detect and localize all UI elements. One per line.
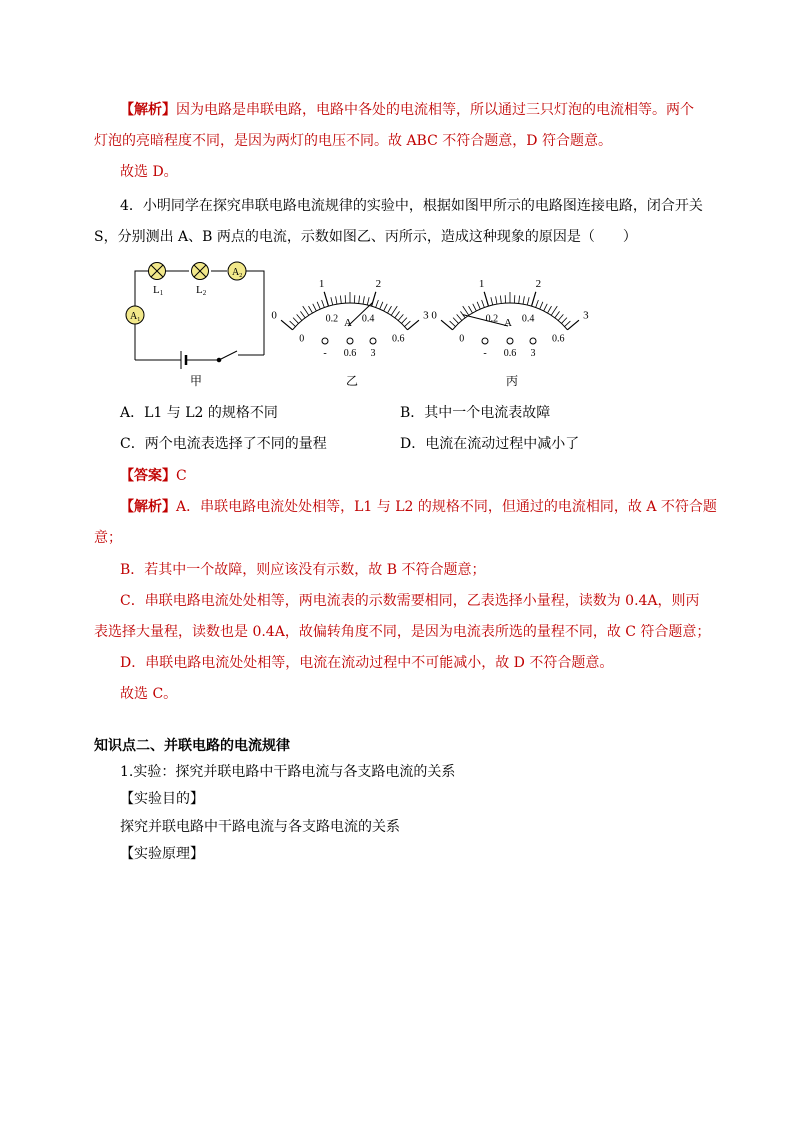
dial-tick xyxy=(376,300,379,308)
analysis2-b: B．若其中一个故障，则应该没有示数，故 B 不符合题意； xyxy=(120,562,486,578)
dial-tick xyxy=(313,304,317,311)
circuit-caption: 甲 xyxy=(190,374,203,388)
dial-tick xyxy=(322,300,325,308)
analysis2-d: D．串联电路电流处处相等，电流在流动过程中不可能减小，故 D 不符合题意。 xyxy=(120,655,614,671)
terminal-post xyxy=(322,338,328,344)
dial-tick xyxy=(281,320,292,330)
dial-tick xyxy=(473,304,477,311)
dial-tick xyxy=(363,296,364,304)
lower-tick-label: 0.6 xyxy=(392,333,405,345)
analysis2-a-text: A．串联电路电流处处相等，L1 与 L2 的规格不同，但通过的电流相同，故 A 不符合题 xyxy=(176,499,717,515)
upper-tick-label: 3 xyxy=(423,309,429,322)
dial-tick xyxy=(398,314,403,320)
dial-tick xyxy=(457,314,462,320)
analysis-text: 因为电路是串联电路，电路中各处的电流相等，所以通过三只灯泡的电流相等。两个 xyxy=(176,102,694,118)
dial-tick xyxy=(565,321,571,326)
lower-tick-label: 0 xyxy=(299,333,305,345)
ammeter-a1-label: $A_1$ xyxy=(130,311,141,323)
dial-unit: A xyxy=(344,317,352,329)
dial-tick xyxy=(551,306,557,315)
dial-tick xyxy=(331,297,333,305)
lower-tick-label: 0 xyxy=(459,333,465,345)
lower-tick-label: 0.2 xyxy=(485,313,499,325)
analysis2-a-line-2: 意； xyxy=(94,530,122,546)
dial-tick xyxy=(561,318,566,324)
option-c[interactable]: C．两个电流表选择了不同的量程 xyxy=(120,436,327,452)
terminal-label: 0.6 xyxy=(503,348,517,359)
dial-unit: A xyxy=(504,317,512,329)
principle-tag: 【实验原理】 xyxy=(120,846,204,862)
dial-tick xyxy=(309,306,313,313)
terminal-label: 0.6 xyxy=(343,348,357,359)
dial-tick xyxy=(567,320,578,330)
dial-tick xyxy=(536,300,539,308)
analysis2-c-line-2: 表选择大量程，读数也是 0.4A，故偏转角度不同，是因为电流表所选的量程不同，故 C 符合题意； xyxy=(94,624,711,640)
dial-tick xyxy=(407,320,418,330)
dial-tick xyxy=(453,318,458,324)
terminal-label: 3 xyxy=(530,348,536,359)
lower-tick-label: 0.2 xyxy=(325,313,339,325)
dial-tick xyxy=(482,300,485,308)
dial-tick xyxy=(405,321,411,326)
terminal-label: - xyxy=(323,348,327,359)
dial-tick xyxy=(491,297,493,305)
experiment-item: 1.实验：探究并联电路中干路电流与各支路电流的关系 xyxy=(120,764,456,780)
terminal-post xyxy=(530,338,536,344)
dial-tick xyxy=(496,296,497,304)
dial-caption: 丙 xyxy=(505,374,519,388)
terminal-label: - xyxy=(483,348,487,359)
dial-tick xyxy=(540,302,543,309)
option-d[interactable]: D．电流在流动过程中减小了 xyxy=(400,436,580,452)
dial-caption: 乙 xyxy=(345,374,359,388)
option-b[interactable]: B．其中一个电流表故障 xyxy=(400,405,551,421)
upper-tick-label: 3 xyxy=(583,309,589,322)
question-4-line-1: 4．小明同学在探究串联电路电流规律的实验中，根据如图甲所示的电路图连接电路，闭合开关 xyxy=(120,198,703,214)
upper-tick-label: 1 xyxy=(478,278,485,291)
dial-tick xyxy=(388,306,392,313)
analysis2-c-line-1: C．串联电路电流处处相等，两电流表的示数需要相同，乙表选择小量程，读数为 0.4A，则丙 xyxy=(120,593,700,609)
dial-tick xyxy=(532,292,536,306)
dial-tick xyxy=(523,296,524,304)
dial-tick xyxy=(384,304,388,311)
analysis2-a-line-1 xyxy=(120,497,717,517)
lower-tick-label: 0.6 xyxy=(552,333,565,345)
ammeter-dial-bing xyxy=(431,278,589,388)
dial-tick xyxy=(297,314,302,320)
upper-tick-label: 1 xyxy=(318,278,325,291)
upper-tick-label: 2 xyxy=(375,278,382,291)
ammeter-a2-label: $A_2$ xyxy=(232,267,243,279)
answer-tag: 【答案】 xyxy=(120,468,176,484)
dial-tick xyxy=(544,304,548,311)
dial-tick xyxy=(317,302,320,309)
dial-tick xyxy=(558,314,563,320)
terminal-post xyxy=(347,338,353,344)
dial-tick xyxy=(359,296,360,304)
analysis-tag: 【解析】 xyxy=(120,102,176,118)
ammeter-dial-yi xyxy=(271,278,429,388)
lower-tick-label: 0.4 xyxy=(361,313,375,325)
dial-tick xyxy=(527,297,529,305)
dial-tick xyxy=(336,296,337,304)
dial-tick xyxy=(548,306,552,313)
answer-line xyxy=(120,466,187,486)
analysis-line-2: 灯泡的亮暗程度不同，是因为两灯的电压不同。故 ABC 不符合题意，D 符合题意。 xyxy=(94,133,612,149)
answer-value: C xyxy=(176,468,187,484)
dial-tick xyxy=(391,306,397,315)
dial-tick xyxy=(441,320,452,330)
section-heading: 知识点二、并联电路的电流规律 xyxy=(94,738,290,754)
dial-tick xyxy=(324,292,328,306)
choice-line-2: 故选 C。 xyxy=(120,686,178,702)
lamp-l1 xyxy=(149,263,166,280)
question-4-line-2: S，分别测出 A、B 两点的电流，示数如图乙、丙所示，造成这种现象的原因是（ ） xyxy=(94,229,637,245)
dial-tick xyxy=(300,311,305,317)
dial-tick xyxy=(293,318,298,324)
terminal-post xyxy=(507,338,513,344)
option-a[interactable]: A．L1 与 L2 的规格不同 xyxy=(120,405,278,421)
dial-tick xyxy=(477,302,480,309)
dial-tick xyxy=(395,311,400,317)
purpose-tag: 【实验目的】 xyxy=(120,791,204,807)
dial-tick xyxy=(469,306,473,313)
dial-tick xyxy=(484,292,488,306)
dial-tick xyxy=(367,297,369,305)
dial-tick xyxy=(463,306,469,315)
lower-tick-label: 0.4 xyxy=(521,313,535,325)
dial-tick xyxy=(401,318,406,324)
upper-tick-label: 0 xyxy=(271,309,277,322)
dial-tick xyxy=(450,321,456,326)
lamp-l1-label: L1 xyxy=(153,284,164,297)
dial-tick xyxy=(500,296,501,304)
upper-tick-label: 0 xyxy=(431,309,437,322)
dial-tick xyxy=(519,296,520,304)
lamp-l2 xyxy=(192,263,209,280)
dial-tick xyxy=(340,296,341,304)
lamp-l2-label: L2 xyxy=(196,284,207,297)
terminal-post xyxy=(370,338,376,344)
terminal-label: 3 xyxy=(370,348,376,359)
dial-tick xyxy=(372,292,376,306)
analysis2-tag: 【解析】 xyxy=(120,499,176,515)
purpose-text: 探究并联电路中干路电流与各支路电流的关系 xyxy=(120,819,400,835)
dial-tick xyxy=(555,311,560,317)
upper-tick-label: 2 xyxy=(535,278,542,291)
dial-tick xyxy=(290,321,296,326)
choice-line: 故选 D。 xyxy=(120,164,178,180)
terminal-post xyxy=(482,338,488,344)
dial-tick xyxy=(303,306,309,315)
dial-tick xyxy=(380,302,383,309)
